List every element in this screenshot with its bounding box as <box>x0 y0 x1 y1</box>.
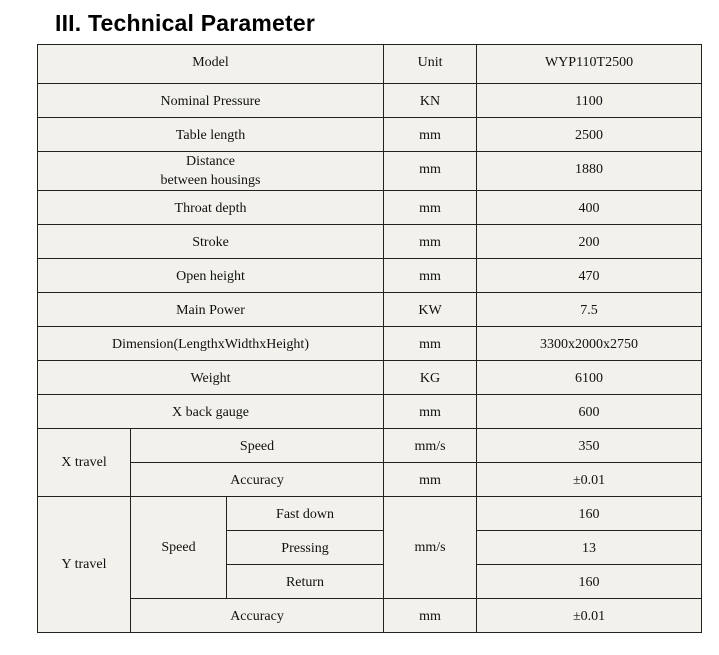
table-row <box>38 395 702 429</box>
header-model-value: WYP110T2500 <box>477 45 702 84</box>
table-header-row <box>38 45 702 84</box>
value-cell: 6100 <box>477 361 702 395</box>
value-cell: 1880 <box>477 152 702 191</box>
table-row <box>38 327 702 361</box>
x-accuracy-value: ±0.01 <box>477 463 702 497</box>
y-fast-down-label: Fast down <box>227 497 384 531</box>
value-cell: 7.5 <box>477 293 702 327</box>
param-cell: Throat depth <box>38 191 384 225</box>
param-cell: Nominal Pressure <box>38 84 384 118</box>
param-cell: Stroke <box>38 225 384 259</box>
table-row-y-fast-down <box>38 497 702 531</box>
param-cell: X back gauge <box>38 395 384 429</box>
unit-cell: mm <box>384 191 477 225</box>
value-cell: 600 <box>477 395 702 429</box>
param-line-2: between housings <box>160 173 261 188</box>
value-cell: 400 <box>477 191 702 225</box>
y-accuracy-value: ±0.01 <box>477 599 702 633</box>
table-row <box>38 361 702 395</box>
param-cell: Weight <box>38 361 384 395</box>
y-pressing-label: Pressing <box>227 531 384 565</box>
header-model: Model <box>38 45 384 84</box>
value-cell: 1100 <box>477 84 702 118</box>
y-speed-label: Speed <box>131 497 227 599</box>
y-travel-label: Y travel <box>38 497 131 633</box>
param-cell: Dimension(LengthxWidthxHeight) <box>38 327 384 361</box>
x-speed-label: Speed <box>131 429 384 463</box>
param-line-1: Distance <box>186 154 235 169</box>
x-speed-unit: mm/s <box>384 429 477 463</box>
y-return-value: 160 <box>477 565 702 599</box>
value-cell: 3300x2000x2750 <box>477 327 702 361</box>
unit-cell: KW <box>384 293 477 327</box>
value-cell: 200 <box>477 225 702 259</box>
table-row-y-accuracy <box>38 599 702 633</box>
y-speed-unit: mm/s <box>384 497 477 599</box>
table-row <box>38 84 702 118</box>
unit-cell: mm <box>384 327 477 361</box>
value-cell: 470 <box>477 259 702 293</box>
y-pressing-value: 13 <box>477 531 702 565</box>
table-row <box>38 191 702 225</box>
unit-cell: mm <box>384 152 477 191</box>
param-cell <box>38 152 384 191</box>
table-row <box>38 152 702 191</box>
table-row-x-accuracy <box>38 463 702 497</box>
unit-cell: mm <box>384 225 477 259</box>
value-cell: 2500 <box>477 118 702 152</box>
param-cell: Main Power <box>38 293 384 327</box>
unit-cell: mm <box>384 395 477 429</box>
unit-cell: KG <box>384 361 477 395</box>
x-accuracy-label: Accuracy <box>131 463 384 497</box>
x-accuracy-unit: mm <box>384 463 477 497</box>
technical-parameter-table <box>37 44 702 633</box>
y-fast-down-value: 160 <box>477 497 702 531</box>
table-row <box>38 118 702 152</box>
x-speed-value: 350 <box>477 429 702 463</box>
y-accuracy-unit: mm <box>384 599 477 633</box>
unit-cell: mm <box>384 118 477 152</box>
unit-cell: KN <box>384 84 477 118</box>
table-row-x-speed <box>38 429 702 463</box>
unit-cell: mm <box>384 259 477 293</box>
table-row <box>38 225 702 259</box>
section-heading: III. Technical Parameter <box>55 10 316 36</box>
table-row <box>38 259 702 293</box>
table-row <box>38 293 702 327</box>
y-accuracy-label: Accuracy <box>131 599 384 633</box>
y-return-label: Return <box>227 565 384 599</box>
param-cell: Table length <box>38 118 384 152</box>
x-travel-label: X travel <box>38 429 131 497</box>
header-unit: Unit <box>384 45 477 84</box>
param-cell: Open height <box>38 259 384 293</box>
